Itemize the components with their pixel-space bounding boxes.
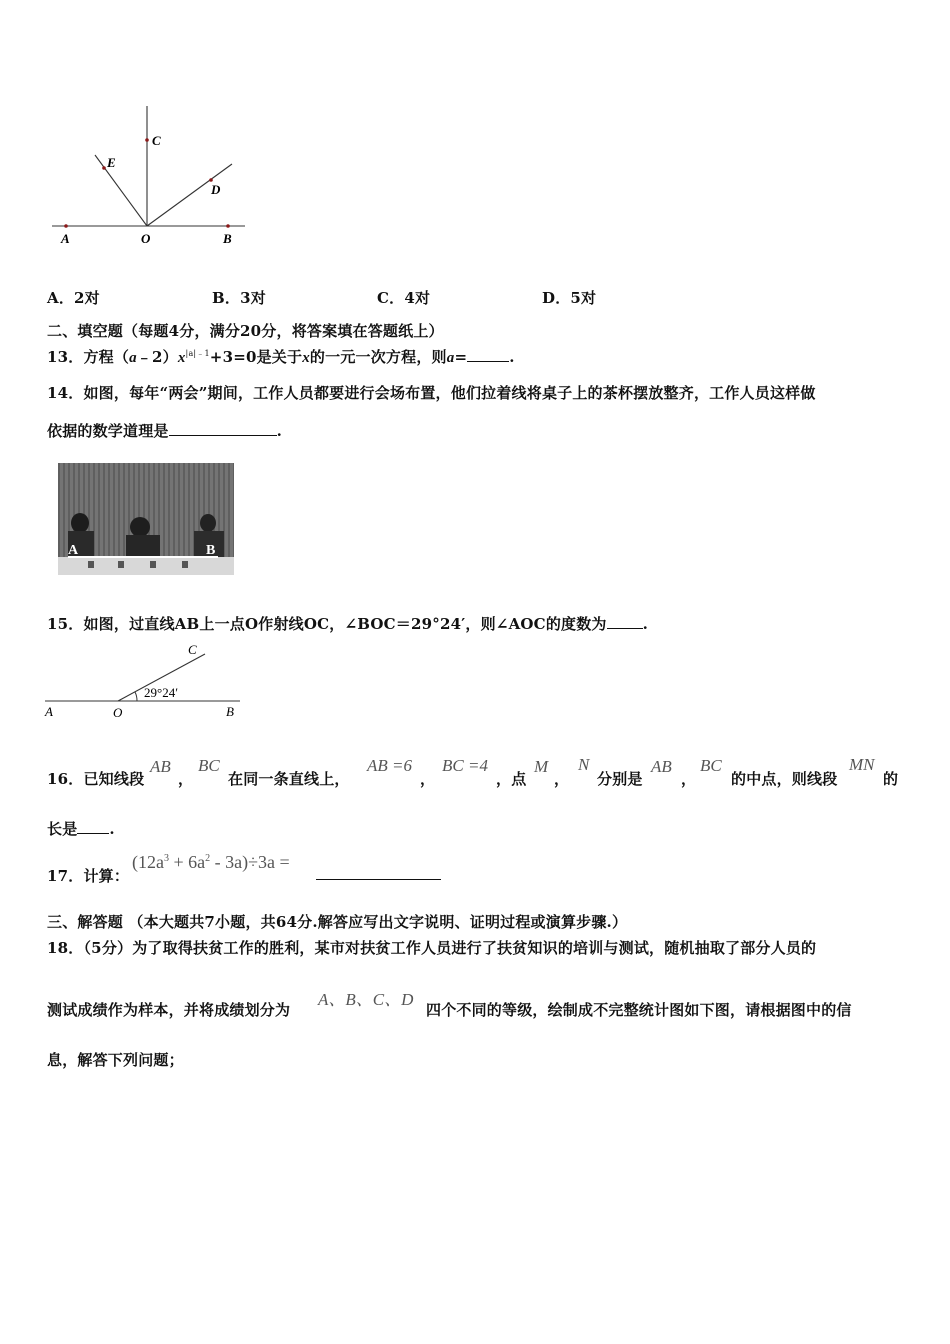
section-3-title: 三、解答题 （本大题共7小题，共64分.解答应写出文字说明、证明过程或演算步骤.）: [47, 913, 628, 931]
question-18-line1: 18．（5分）为了取得扶贫工作的胜利，某市对扶贫工作人员进行了扶贫知识的培训与测试，随机抽取了部分人员的: [47, 939, 817, 957]
question-18-line2a: 测试成绩作为样本，并将成绩划分为: [47, 1001, 291, 1019]
math-mn: MN: [849, 755, 875, 774]
option-b: B．3对: [212, 289, 266, 307]
label-a: A: [61, 231, 70, 246]
point-a: [64, 224, 68, 228]
question-18-line3: 息，解答下列问题；: [47, 1051, 184, 1069]
math-ab-1: AB: [150, 757, 171, 776]
question-18-line2b: 四个不同的等级，绘制成不完整统计图如下图，请根据图中的信: [426, 1001, 852, 1019]
q16-text-3: ，点: [496, 770, 527, 788]
q16-comma-2: ，: [420, 770, 436, 788]
q16-text-4: 分别是: [597, 770, 643, 788]
label-o-q15: O: [113, 705, 123, 720]
angle-figure-q15: [40, 640, 250, 722]
q16-text-6: 的: [883, 770, 899, 788]
point-e: [102, 166, 106, 170]
option-a: A．2对: [47, 289, 100, 307]
answer-blank-13[interactable]: [467, 347, 509, 362]
math-ab-eq: AB =6: [367, 756, 412, 775]
answer-blank-16[interactable]: [77, 819, 109, 834]
question-13: 13．方程$(a﹣2)x^{|a|﹣1}+3=0$是关于x的一元一次方程，则a= .: [47, 348, 515, 366]
math-ab-2: AB: [651, 757, 672, 776]
question-16-line2: 长是 .: [47, 820, 115, 838]
q16-comma-4: ，: [681, 770, 697, 788]
ray-oe: [95, 155, 147, 226]
label-c-q15: C: [188, 642, 197, 657]
label-e: E: [107, 155, 116, 170]
math-m: M: [534, 757, 549, 776]
question-14-line1: 14．如图，每年“两会”期间，工作人员都要进行会场布置，他们拉着线将桌子上的茶杯摆放整齐，工作人员这样做: [47, 384, 816, 402]
angle-arc: [135, 692, 137, 701]
label-a-q15: A: [45, 704, 53, 719]
meeting-photo: [58, 463, 234, 575]
point-b: [226, 224, 230, 228]
question-15: 15．如图，过直线AB上一点O作射线OC，∠BOC＝29°24′，则∠AOC的度数为 .: [47, 615, 649, 633]
section-2-title: 二、填空题（每题4分，满分20分，将答案填在答题纸上）: [47, 322, 444, 340]
photo-label-b: B: [206, 543, 216, 558]
label-c: C: [152, 133, 161, 148]
answer-blank-15[interactable]: [607, 614, 643, 629]
answer-blank-14[interactable]: [169, 421, 277, 436]
q16-text-2: 在同一条直线上，: [228, 770, 350, 788]
photo-label-a: A: [68, 543, 79, 558]
grades-list: A、B、C、D: [318, 990, 414, 1009]
answer-blank-17[interactable]: [316, 879, 441, 880]
question-17: 17．计算：: [47, 867, 130, 885]
q17-expression: $(12a^3 + 6a^2 - 3a)\div 3a$ =: [132, 852, 290, 872]
math-n: N: [578, 755, 590, 774]
math-bc-1: BC: [198, 756, 220, 775]
angle-label: 29°24′: [144, 685, 179, 700]
label-d: D: [211, 182, 221, 197]
option-c: C．4对: [377, 289, 431, 307]
option-d: D．5对: [542, 289, 597, 307]
angle-figure-top: [40, 100, 260, 255]
question-14-line2: 依据的数学道理是 .: [47, 422, 283, 440]
label-o: O: [141, 231, 151, 246]
question-16-num: 16．已知线段: [47, 770, 145, 788]
math-bc-2: BC: [700, 756, 722, 775]
math-bc-eq: BC =4: [442, 756, 488, 775]
q16-comma-1: ，: [178, 770, 194, 788]
point-c: [145, 138, 149, 142]
label-b-q15: B: [226, 704, 234, 719]
q16-comma-3: ，: [554, 770, 570, 788]
label-b: B: [223, 231, 232, 246]
q16-text-5: 的中点，则线段: [731, 770, 838, 788]
